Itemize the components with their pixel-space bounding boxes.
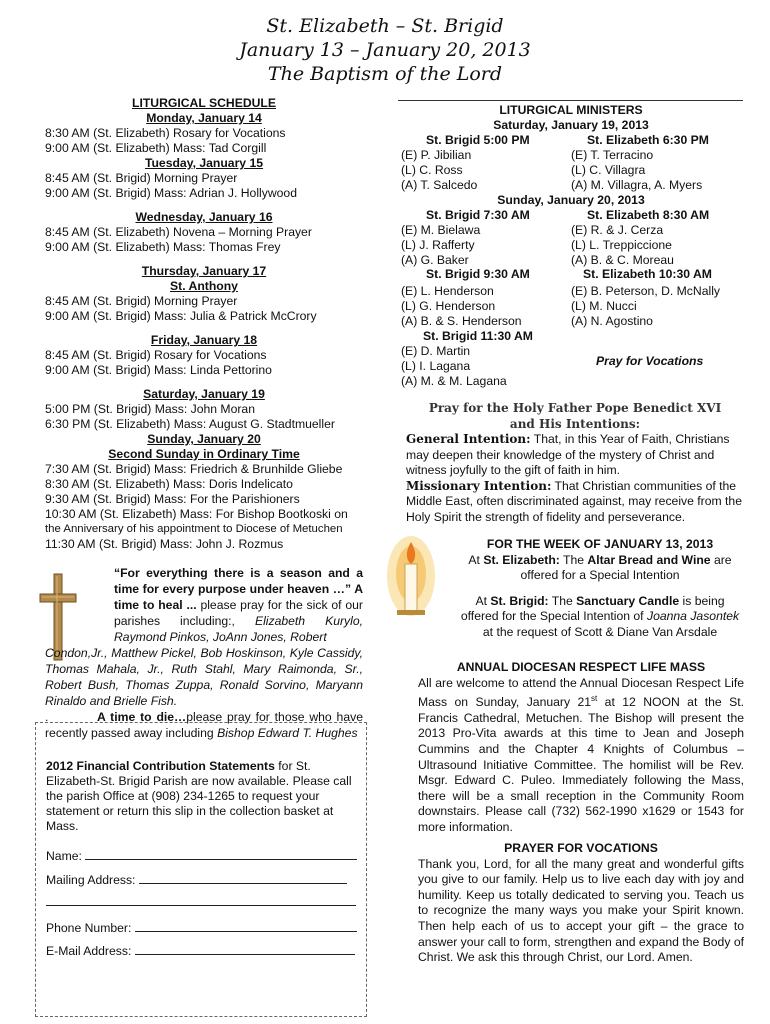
pray-for-vocations: Pray for Vocations [596, 354, 704, 368]
schedule-entry: 9:00 AM (St. Elizabeth) Mass: Tad Corgill [45, 141, 267, 155]
minister: (E) D. Martin [401, 344, 471, 358]
schedule-entry: 9:00 AM (St. Brigid) Mass: Linda Pettorino [45, 363, 272, 377]
tuesday-heading: Tuesday, January 15 [144, 156, 264, 170]
thursday-feast: St. Anthony [170, 279, 238, 293]
schedule-title: LITURGICAL SCHEDULE [132, 96, 276, 110]
contribution-notice: 2012 Financial Contribution Statements for St. Elizabeth-St. Brigid Parish are now available. Please call the parish Office at (908) 234-1265 to request your statement or return this slip in the collection basket at Mass. [46, 759, 352, 833]
schedule-entry: 8:45 AM (St. Elizabeth) Novena – Morning Prayer [45, 225, 312, 239]
friday-heading: Friday, January 18 [150, 333, 258, 347]
mailing-address-line-2[interactable] [46, 893, 356, 909]
minister-mass-heading: St. Elizabeth 10:30 AM [583, 267, 712, 281]
minister-mass-heading: St. Brigid 9:30 AM [426, 267, 530, 281]
phone-line[interactable] [135, 919, 357, 932]
minister: (E) P. Jibilian [401, 148, 472, 162]
schedule-entry: 8:30 AM (St. Elizabeth) Rosary for Vocations [45, 126, 286, 140]
schedule-entry: 6:30 PM (St. Elizabeth) Mass: August G. Stadtmueller [45, 417, 335, 431]
ministers-saturday: Saturday, January 19, 2013 [493, 118, 649, 132]
name-field[interactable]: Name: [46, 847, 357, 863]
missionary-intention-label: Missionary Intention: [406, 478, 552, 493]
minister: (E) T. Terracino [571, 148, 654, 162]
minister: (A) M. Villagra, A. Myers [571, 178, 703, 192]
minister: (A) G. Baker [401, 253, 469, 267]
schedule-entry: 11:30 AM (St. Brigid) Mass: John J. Rozmus [45, 537, 284, 551]
schedule-entry: 9:00 AM (St. Elizabeth) Mass: Thomas Frey [45, 240, 281, 254]
name-line[interactable] [85, 847, 357, 860]
minister: (L) G. Henderson [401, 299, 496, 313]
week-title: FOR THE WEEK OF JANUARY 13, 2013 [486, 537, 714, 551]
contribution-title: 2012 Financial Contribution Statements [46, 759, 275, 773]
prayer-text: Thank you, Lord, for all the many great and wonderful gifts you give to our family. Help us to live each day with joy and humility. Keep us totally dedicated to serving you. Teach us to recognize the many ways you make your Spirit known. Then help each of us to accept your gift – the grace to answer your call to form, strengthen and expand the Body of Christ. We ask this through Christ, our Lord. Amen. [418, 856, 744, 965]
minister: (L) M. Nucci [571, 299, 637, 313]
thursday-heading: Thursday, January 17 [141, 264, 267, 278]
prayer-for-sick: “For everything there is a season and a time for every purpose under heaven …” A time to heal ... please pray for the sick of our parishes including:, Elizabeth Kurylo, Raymond Pinkos, JoAnn Jones, Robert Condon,Jr., Matthew Pickel, Bob Hoskinson, Kyle Cassidy, Thomas Mahala, Jr., Ruth Stahl, Mary Raimonda, Sr., Robert Bush, Thomas Zuppa, Ronald Sorvino, Maryann Rinaldo and Brielle Fish. . A time to die…please pray for those who have recently passed away including Bishop Edward T. Hughes [45, 566, 363, 740]
minister: (L) J. Rafferty [401, 238, 475, 252]
wednesday-heading: Wednesday, January 16 [135, 210, 273, 224]
general-intention-label: General Intention: [406, 432, 531, 446]
schedule-entry: 8:45 AM (St. Brigid) Rosary for Vocations [45, 348, 267, 362]
sick-names-start: Elizabeth Kurylo, Raymond Pinkos, JoAnn Jones, Robert [114, 614, 363, 644]
minister: (A) B. & C. Moreau [571, 253, 674, 267]
mailing-address-line[interactable] [139, 871, 347, 884]
sunday-heading: Sunday, January 20 [147, 432, 261, 446]
minister: (L) C. Villagra [571, 163, 646, 177]
time-to-die: A time to die… [96, 710, 187, 724]
phone-field[interactable]: Phone Number: [46, 919, 357, 935]
minister-mass-heading: St. Brigid 7:30 AM [426, 208, 530, 222]
pope-title: Pray for the Holy Father Pope Benedict XVI [428, 401, 722, 415]
schedule-entry: 9:00 AM (St. Brigid) Mass: Julia & Patrick McCrory [45, 309, 317, 323]
saturday-heading: Saturday, January 19 [143, 387, 265, 401]
season-quote: “For everything there is a season and a time for every purpose under heaven …” A time to heal ... [114, 566, 363, 612]
bulletin-title: St. Elizabeth – St. Brigid [266, 15, 504, 37]
schedule-note: the Anniversary of his appointment to Diocese of Metuchen [45, 523, 343, 535]
pope-subtitle: and His Intentions: [509, 416, 641, 431]
minister-mass-heading: St. Brigid 5:00 PM [426, 133, 530, 147]
prayer-for-vocations [418, 841, 744, 966]
minister-mass-heading: St. Elizabeth 6:30 PM [587, 133, 709, 147]
schedule-entry: 10:30 AM (St. Elizabeth) Mass: For Bishop Bootkoski on [45, 507, 348, 521]
liturgical-schedule [45, 96, 363, 552]
minister: (E) M. Bielawa [401, 223, 481, 237]
week-intentions: FOR THE WEEK OF JANUARY 13, 2013 At St. Elizabeth: The Altar Bread and Wine are offered for a Special Intention At St. Brigid: The Sanctuary Candle is being offered for the Special Intention of Joanna Jasontek at the request of Scott & Diane Van Arsdale [456, 537, 744, 640]
minister: (L) C. Ross [401, 163, 463, 177]
monday-heading: Monday, January 14 [146, 111, 262, 125]
schedule-entry: 9:00 AM (St. Brigid) Mass: Adrian J. Hollywood [45, 186, 297, 200]
minister: (E) L. Henderson [401, 284, 494, 298]
ministers-sunday: Sunday, January 20, 2013 [497, 193, 645, 207]
candle-icon [383, 534, 443, 620]
schedule-entry: 7:30 AM (St. Brigid) Mass: Friedrich & Brunhilde Gliebe [45, 462, 343, 476]
minister: (E) B. Peterson, D. McNally [571, 284, 720, 298]
email-field[interactable]: E-Mail Address: [46, 942, 355, 958]
bulletin-dates: January 13 – January 20, 2013 [239, 39, 531, 61]
sick-names: Condon,Jr., Matthew Pickel, Bob Hoskinson, Kyle Cassidy, Thomas Mahala, Jr., Ruth Stahl, Mary Raimonda, Sr., Robert Bush, Thomas Zuppa, Ronald Sorvino, Maryann Rinaldo and Brielle Fish. [45, 646, 363, 708]
prayer-title: PRAYER FOR VOCATIONS [504, 841, 658, 855]
ministers-title: LITURGICAL MINISTERS [499, 103, 643, 117]
minister: (L) I. Lagana [401, 359, 471, 373]
deceased-name: Bishop Edward T. Hughes [217, 726, 358, 740]
contribution-slip [35, 722, 367, 1017]
schedule-entry: 8:30 AM (St. Elizabeth) Mass: Doris Indelicato [45, 477, 293, 491]
minister: (A) B. & S. Henderson [401, 314, 522, 328]
email-line[interactable] [135, 942, 355, 955]
minister: (L) L. Treppiccione [571, 238, 672, 252]
respect-life-title: ANNUAL DIOCESAN RESPECT LIFE MASS [456, 660, 706, 674]
mailing-address-field[interactable]: Mailing Address: [46, 871, 347, 887]
minister: (A) T. Salcedo [401, 178, 478, 192]
minister-mass-heading: St. Elizabeth 8:30 AM [587, 208, 710, 222]
respect-life-mass: ANNUAL DIOCESAN RESPECT LIFE MASS All are welcome to attend the Annual Diocesan Respect Life Mass on Sunday, January 21st at 12 NOON at the St. Francis Cathedral, Metuchen. The Bishop will present the 2013 Pro-Vita awards at this time to Jean and Joseph Cummins and the Chapter 4 Knights of Columbus – Ultrasound Initiative Committee. The homilist will be Rev. Msgr. Edward C. Puleo. Immediately following the Mass, there will be a small reception in the Community Room downstairs. Please call (732) 562-1990 x1629 or 1543 for more information. [418, 660, 744, 834]
schedule-entry: 9:30 AM (St. Brigid) Mass: For the Parishioners [45, 492, 300, 506]
schedule-entry: 8:45 AM (St. Brigid) Morning Prayer [45, 294, 238, 308]
minister-mass-heading: St. Brigid 11:30 AM [423, 329, 533, 343]
minister: (E) R. & J. Cerza [571, 223, 664, 237]
minister: (A) M. & M. Lagana [401, 374, 507, 388]
sunday-feast: Second Sunday in Ordinary Time [108, 447, 300, 461]
schedule-entry: 5:00 PM (St. Brigid) Mass: John Moran [45, 402, 255, 416]
pope-intentions: Pray for the Holy Father Pope Benedict XVI and His Intentions: General Intention: That, in this Year of Faith, Christians may deepen their knowledge of the mystery of Christ and witness joyfully to the gift of faith in him. Missionary Intention: That Christian communities of the Middle East, often discriminated against, may receive from the Holy Spirit the strength of fidelity and perseverance. [406, 401, 744, 525]
schedule-entry: 8:45 AM (St. Brigid) Morning Prayer [45, 171, 238, 185]
minister: (A) N. Agostino [571, 314, 653, 328]
bulletin-feast: The Baptism of the Lord [267, 63, 503, 85]
